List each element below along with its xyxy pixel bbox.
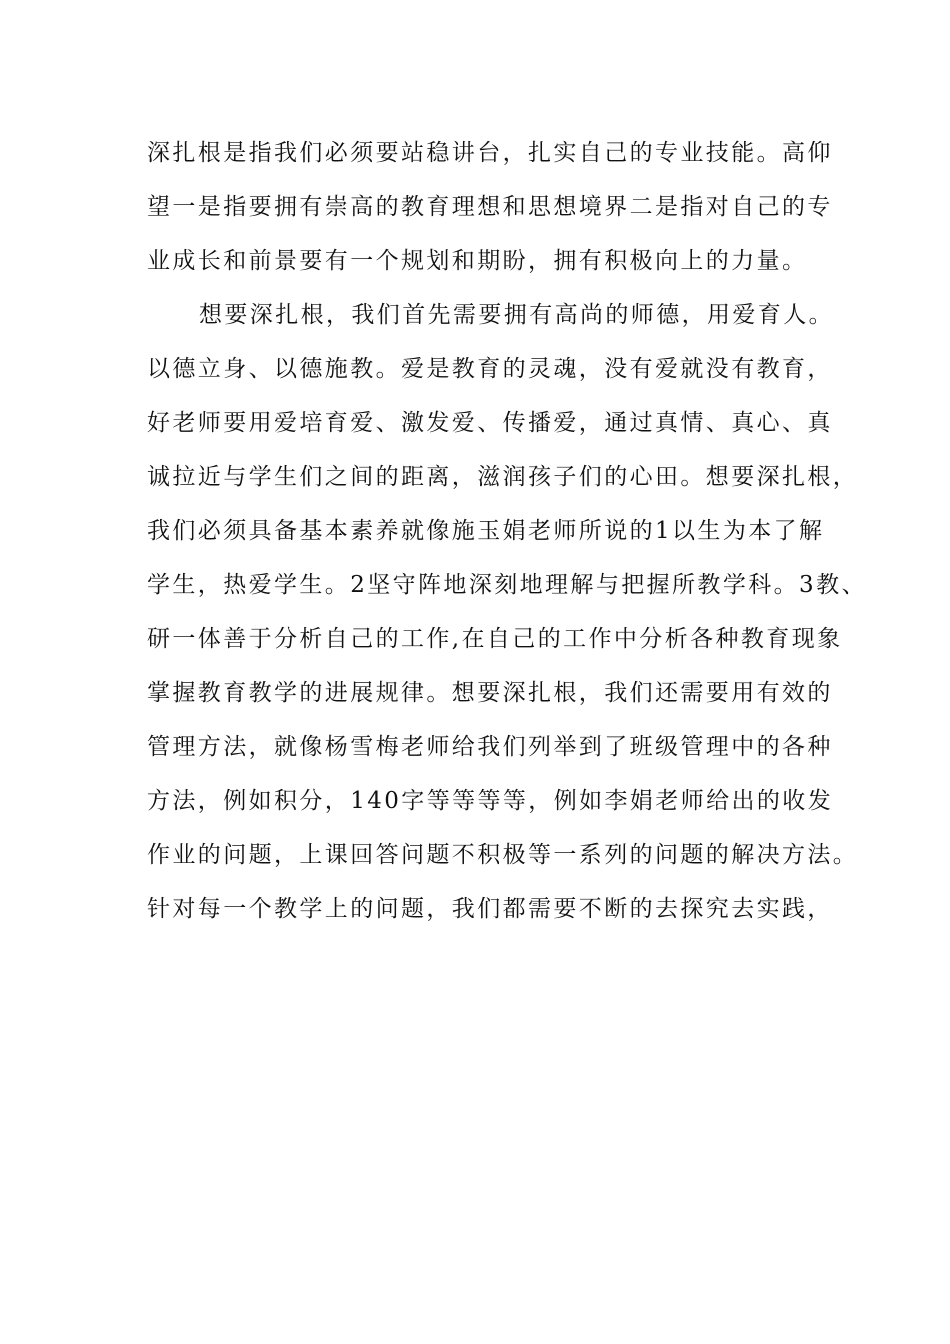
text-line: 作业的问题，上课回答问题不积极等一系列的问题的解决方法。 [147,842,859,868]
text-line: 业成长和前景要有一个规划和期盼，拥有积极向上的力量。 [147,248,808,274]
text-line: 好老师要用爱培育爱、激发爱、传播爱，通过真情、真心、真 [147,410,833,436]
text-line: 以德立身、以德施教。爱是教育的灵魂，没有爱就没有教育， [147,356,833,382]
text-line: 管理方法，就像杨雪梅老师给我们列举到了班级管理中的各种 [147,734,833,760]
text-line: 诚拉近与学生们之间的距离，滋润孩子们的心田。想要深扎根， [147,464,859,490]
text-line: 针对每一个教学上的问题，我们都需要不断的去探究去实践， [147,896,833,922]
text-line: 我们必须具备基本素养就像施玉娟老师所说的1以生为本了解 [147,518,825,544]
text-line: 方法，例如积分，140字等等等等，例如李娟老师给出的收发 [147,788,834,814]
text-line: 望一是指要拥有崇高的教育理想和思想境界二是指对自己的专 [147,194,833,220]
text-line: 研一体善于分析自己的工作,在自己的工作中分析各种教育现象 [147,626,843,652]
body-text [147,126,867,936]
paragraph-start-line: 想要深扎根，我们首先需要拥有高尚的师德，用爱育人。 [199,302,834,328]
text-line: 学生，热爱学生。2坚守阵地深刻地理解与把握所教学科。3教、 [147,572,867,598]
text-line: 掌握教育教学的进展规律。想要深扎根，我们还需要用有效的 [147,680,833,706]
text-line: 深扎根是指我们必须要站稳讲台，扎实自己的专业技能。高仰 [147,140,833,166]
